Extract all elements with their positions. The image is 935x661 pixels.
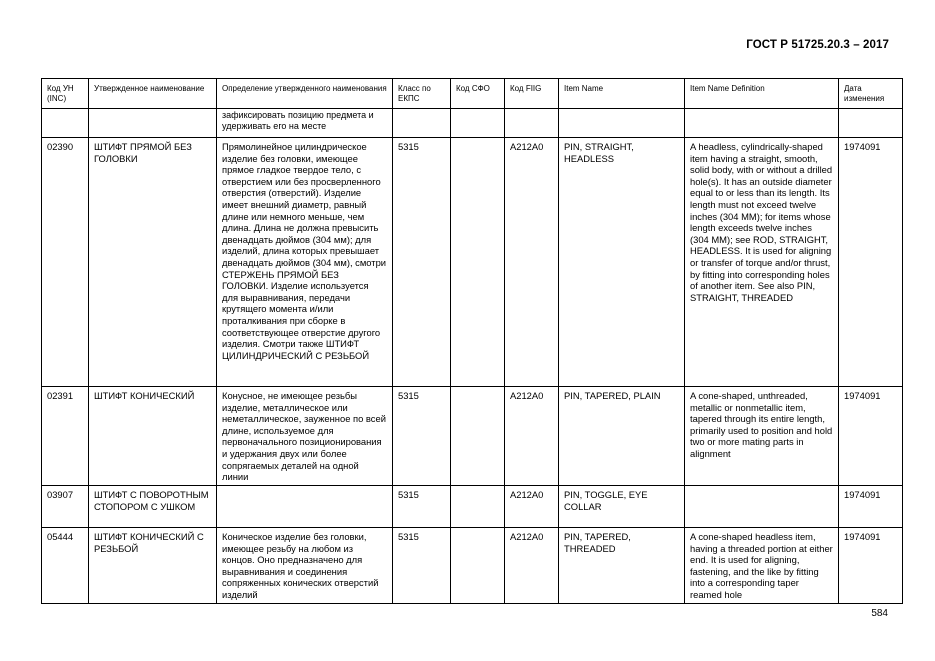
cell-item-definition: A headless, cylindrically-shaped item having a straight, smooth, solid body, with or without a drilled hole(s). It has an outside diameter equal to or less than its length. Its length must not exceed twelve inches (304 MM); for items whose length exceeds twelve inches (304 MM); see ROD, STRAIGHT, HEADLESS. It is used for aligning or transfer of torque and/or thrust, by fitting into corresponding holes of another item. See also PIN, STRAIGHT, THREADED xyxy=(685,138,839,387)
table-row xyxy=(42,387,903,486)
column-header-fiig: Код FIIG xyxy=(505,79,559,109)
cell-date xyxy=(839,109,903,138)
cell-ekps: 5315 xyxy=(393,387,451,486)
cell-definition xyxy=(217,486,393,528)
cell-definition: Прямолинейное цилиндрическое изделие без головки, имеющее прямое гладкое твердое тело, с отверстием или без просверленного отверстия (отверстий). Изделие имеет внешний диаметр, равный длине или немного меньше, чем длина. Длина не должна превысить двенадцать дюймов (304 мм); для изделий, длина которых превышает двенадцать дюймов (304 мм), смотри СТЕРЖЕНЬ ПРЯМОЙ БЕЗ ГОЛОВКИ. Изделие используется для выравнивания, передачи крутящего момента и/или проталкивания при сборке в соответствующее отверстие другого изделия. Смотри также ШТИФТ ЦИЛИНДРИЧЕСКИЙ С РЕЗЬБОЙ xyxy=(217,138,393,387)
item-names-table xyxy=(41,78,903,604)
cell-name: ШТИФТ ПРЯМОЙ БЕЗ ГОЛОВКИ xyxy=(89,138,217,387)
column-header-ekps: Класс по ЕКПС xyxy=(393,79,451,109)
cell-date: 1974091 xyxy=(839,387,903,486)
cell-inc: 05444 xyxy=(42,528,89,604)
column-header-inc: Код УН (INC) xyxy=(42,79,89,109)
cell-inc: 02390 xyxy=(42,138,89,387)
document-code: ГОСТ Р 51725.20.3 – 2017 xyxy=(746,39,889,51)
cell-inc: 03907 xyxy=(42,486,89,528)
cell-definition: Коническое изделие без головки, имеющее резьбу на любом из концов. Оно предназначено для выравнивания и соединения сопряженных конических отверстий изделий xyxy=(217,528,393,604)
cell-sfo xyxy=(451,138,505,387)
column-header-name: Утвержденное наименование xyxy=(89,79,217,109)
cell-item-name: PIN, TAPERED, PLAIN xyxy=(559,387,685,486)
cell-fiig: A212A0 xyxy=(505,138,559,387)
cell-name: ШТИФТ КОНИЧЕСКИЙ С РЕЗЬБОЙ xyxy=(89,528,217,604)
cell-item-name xyxy=(559,109,685,138)
cell-item-name: PIN, STRAIGHT, HEADLESS xyxy=(559,138,685,387)
cell-inc: 02391 xyxy=(42,387,89,486)
cell-item-definition xyxy=(685,109,839,138)
table-row xyxy=(42,528,903,604)
table-header-row xyxy=(42,79,903,109)
cell-fiig: A212A0 xyxy=(505,486,559,528)
cell-sfo xyxy=(451,109,505,138)
cell-sfo xyxy=(451,387,505,486)
column-header-sfo: Код СФО xyxy=(451,79,505,109)
cell-definition: зафиксировать позицию предмета и удерживать его на месте xyxy=(217,109,393,138)
cell-name xyxy=(89,109,217,138)
cell-fiig: A212A0 xyxy=(505,528,559,604)
cell-definition: Конусное, не имеющее резьбы изделие, металлическое или неметаллическое, зауженное по всей длине, используемое для первоначального позиционирования и удержания двух или более сопрягаемых деталей на одной линии xyxy=(217,387,393,486)
cell-inc xyxy=(42,109,89,138)
cell-fiig: A212A0 xyxy=(505,387,559,486)
cell-sfo xyxy=(451,528,505,604)
cell-ekps: 5315 xyxy=(393,138,451,387)
cell-date: 1974091 xyxy=(839,138,903,387)
cell-ekps: 5315 xyxy=(393,486,451,528)
cell-date: 1974091 xyxy=(839,528,903,604)
column-header-date: Дата изменения xyxy=(839,79,903,109)
page-number: 584 xyxy=(871,608,888,619)
table-row xyxy=(42,138,903,387)
table-row xyxy=(42,486,903,528)
column-header-item-definition: Item Name Definition xyxy=(685,79,839,109)
cell-name: ШТИФТ С ПОВОРОТНЫМ СТОПОРОМ С УШКОМ xyxy=(89,486,217,528)
cell-sfo xyxy=(451,486,505,528)
cell-fiig xyxy=(505,109,559,138)
cell-item-name: PIN, TOGGLE, EYE COLLAR xyxy=(559,486,685,528)
cell-name: ШТИФТ КОНИЧЕСКИЙ xyxy=(89,387,217,486)
column-header-item-name: Item Name xyxy=(559,79,685,109)
cell-item-name: PIN, TAPERED, THREADED xyxy=(559,528,685,604)
column-header-definition: Определение утвержденного наименования xyxy=(217,79,393,109)
cell-item-definition xyxy=(685,486,839,528)
cell-date: 1974091 xyxy=(839,486,903,528)
cell-item-definition: A cone-shaped headless item, having a threaded portion at either end. It is used for aligning, fastening, and the like by fitting into a corresponding taper reamed hole xyxy=(685,528,839,604)
cell-ekps: 5315 xyxy=(393,528,451,604)
cell-ekps xyxy=(393,109,451,138)
table-row-continuation xyxy=(42,109,903,138)
cell-item-definition: A cone-shaped, unthreaded, metallic or nonmetallic item, tapered through its entire length, primarily used to position and hold two or more mating parts in alignment xyxy=(685,387,839,486)
